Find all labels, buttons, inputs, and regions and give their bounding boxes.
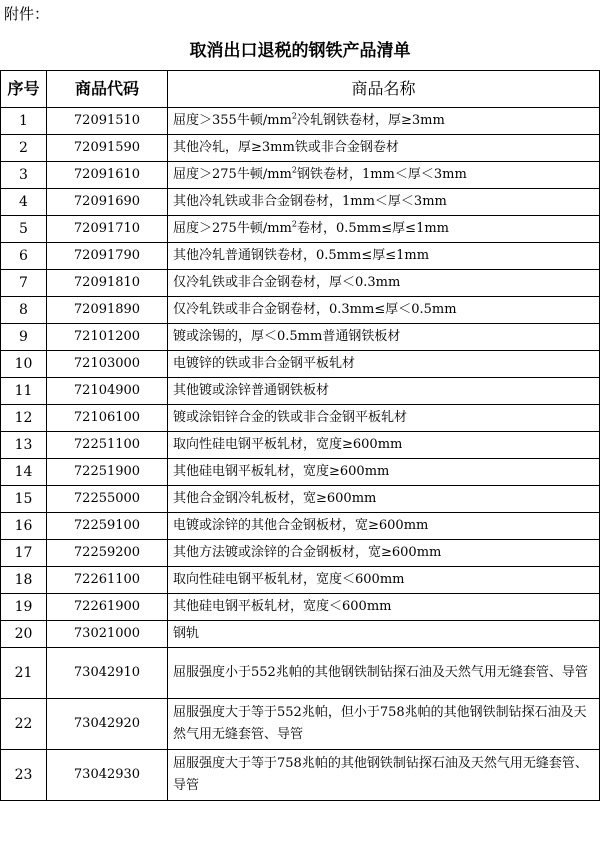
row-number-cell: 21 (1, 648, 47, 699)
row-number-cell: 4 (1, 189, 47, 216)
column-header-name: 商品名称 (168, 71, 600, 108)
table-row (1, 378, 600, 405)
product-name-cell: 其他镀或涂锌普通钢铁板材 (168, 378, 600, 405)
product-code-cell: 72259100 (47, 513, 168, 540)
table-row (1, 135, 600, 162)
superscript: 2 (291, 219, 297, 229)
product-name-cell: 其他硅电钢平板轧材，宽度≥600mm (168, 459, 600, 486)
product-name-cell: 屈服强度大于等于758兆帕的其他钢铁制钻探石油及天然气用无缝套管、导管 (168, 750, 600, 801)
product-code-cell: 72106100 (47, 405, 168, 432)
table-row (1, 648, 600, 699)
product-name-cell: 钢轨 (168, 621, 600, 648)
table-row (1, 297, 600, 324)
product-name-cell: 其他方法镀或涂锌的合金钢板材，宽≥600mm (168, 540, 600, 567)
table-row (1, 540, 600, 567)
table-row (1, 699, 600, 750)
product-name-cell: 镀或涂锡的，厚＜0.5mm普通钢铁板材 (168, 324, 600, 351)
table-row (1, 594, 600, 621)
superscript: 2 (291, 111, 297, 121)
row-number-cell: 15 (1, 486, 47, 513)
product-code-cell: 72255000 (47, 486, 168, 513)
table-row (1, 750, 600, 801)
product-code-cell: 73042910 (47, 648, 168, 699)
product-code-cell: 73042930 (47, 750, 168, 801)
table-row (1, 189, 600, 216)
document-title: 取消出口退税的钢铁产品清单 (189, 41, 411, 61)
table-row (1, 486, 600, 513)
table-header-row (1, 71, 600, 108)
product-name-cell: 电镀锌的铁或非合金钢平板轧材 (168, 351, 600, 378)
row-number-cell: 11 (1, 378, 47, 405)
product-code-cell: 72091610 (47, 162, 168, 189)
product-code-cell: 73021000 (47, 621, 168, 648)
table-row (1, 216, 600, 243)
table-row (1, 324, 600, 351)
attachment-label: 附件： (4, 5, 50, 23)
row-number-cell: 5 (1, 216, 47, 243)
product-code-cell: 72091510 (47, 108, 168, 135)
product-code-cell: 72104900 (47, 378, 168, 405)
row-number-cell: 7 (1, 270, 47, 297)
product-code-cell: 72091810 (47, 270, 168, 297)
product-name-cell: 取向性硅电钢平板轧材，宽度＜600mm (168, 567, 600, 594)
product-name-cell: 屈度＞275牛顿$/mm^2$卷材，0.5mm≤厚≤1mm (168, 216, 600, 243)
product-name-cell: 镀或涂铝锌合金的铁或非合金钢平板轧材 (168, 405, 600, 432)
product-code-cell: 72091690 (47, 189, 168, 216)
row-number-cell: 6 (1, 243, 47, 270)
table-row (1, 432, 600, 459)
product-name-cell: 取向性硅电钢平板轧材，宽度≥600mm (168, 432, 600, 459)
row-number-cell: 20 (1, 621, 47, 648)
product-name-cell: 仅冷轧铁或非合金钢卷材，0.3mm≤厚＜0.5mm (168, 297, 600, 324)
product-code-cell: 72251100 (47, 432, 168, 459)
row-number-cell: 13 (1, 432, 47, 459)
product-code-cell: 72259200 (47, 540, 168, 567)
row-number-cell: 1 (1, 108, 47, 135)
table-row (1, 405, 600, 432)
table-row (1, 351, 600, 378)
row-number-cell: 18 (1, 567, 47, 594)
row-number-cell: 2 (1, 135, 47, 162)
row-number-cell: 22 (1, 699, 47, 750)
product-name-cell: 其他合金钢冷轧板材，宽≥600mm (168, 486, 600, 513)
superscript: 2 (291, 165, 297, 175)
table-row (1, 108, 600, 135)
table-row (1, 513, 600, 540)
product-name-cell: 其他冷轧，厚≥3mm铁或非合金钢卷材 (168, 135, 600, 162)
product-name-cell: 其他硅电钢平板轧材，宽度＜600mm (168, 594, 600, 621)
table-row (1, 567, 600, 594)
product-name-cell: 屈服强度小于552兆帕的其他钢铁制钻探石油及天然气用无缝套管、导管 (168, 648, 600, 699)
table-body (1, 108, 600, 801)
row-number-cell: 9 (1, 324, 47, 351)
row-number-cell: 16 (1, 513, 47, 540)
row-number-cell: 10 (1, 351, 47, 378)
table-row (1, 621, 600, 648)
product-code-cell: 72251900 (47, 459, 168, 486)
product-code-cell: 72091710 (47, 216, 168, 243)
product-code-cell: 72091890 (47, 297, 168, 324)
product-code-cell: 72101200 (47, 324, 168, 351)
product-name-cell: 屈度＞355牛顿$/mm^2$冷轧钢铁卷材，厚≥3mm (168, 108, 600, 135)
row-number-cell: 19 (1, 594, 47, 621)
row-number-cell: 12 (1, 405, 47, 432)
product-code-cell: 72261100 (47, 567, 168, 594)
table-row (1, 243, 600, 270)
column-header-no: 序号 (1, 71, 47, 108)
product-code-cell: 72091790 (47, 243, 168, 270)
product-code-cell: 72261900 (47, 594, 168, 621)
product-name-cell: 屈度＞275牛顿$/mm^2$钢铁卷材，1mm＜厚＜3mm (168, 162, 600, 189)
row-number-cell: 3 (1, 162, 47, 189)
product-name-cell: 其他冷轧普通钢铁卷材，0.5mm≤厚≤1mm (168, 243, 600, 270)
table-row (1, 270, 600, 297)
product-name-cell: 屈服强度大于等于552兆帕，但小于758兆帕的其他钢铁制钻探石油及天然气用无缝套管、导管 (168, 699, 600, 750)
row-number-cell: 17 (1, 540, 47, 567)
product-code-cell: 72103000 (47, 351, 168, 378)
row-number-cell: 8 (1, 297, 47, 324)
row-number-cell: 14 (1, 459, 47, 486)
table-row (1, 459, 600, 486)
product-name-cell: 其他冷轧铁或非合金钢卷材，1mm＜厚＜3mm (168, 189, 600, 216)
product-table (0, 70, 600, 801)
product-code-cell: 73042920 (47, 699, 168, 750)
product-name-cell: 电镀或涂锌的其他合金钢板材，宽≥600mm (168, 513, 600, 540)
product-name-cell: 仅冷轧铁或非合金钢卷材，厚＜0.3mm (168, 270, 600, 297)
table-row (1, 162, 600, 189)
product-code-cell: 72091590 (47, 135, 168, 162)
column-header-code: 商品代码 (47, 71, 168, 108)
row-number-cell: 23 (1, 750, 47, 801)
